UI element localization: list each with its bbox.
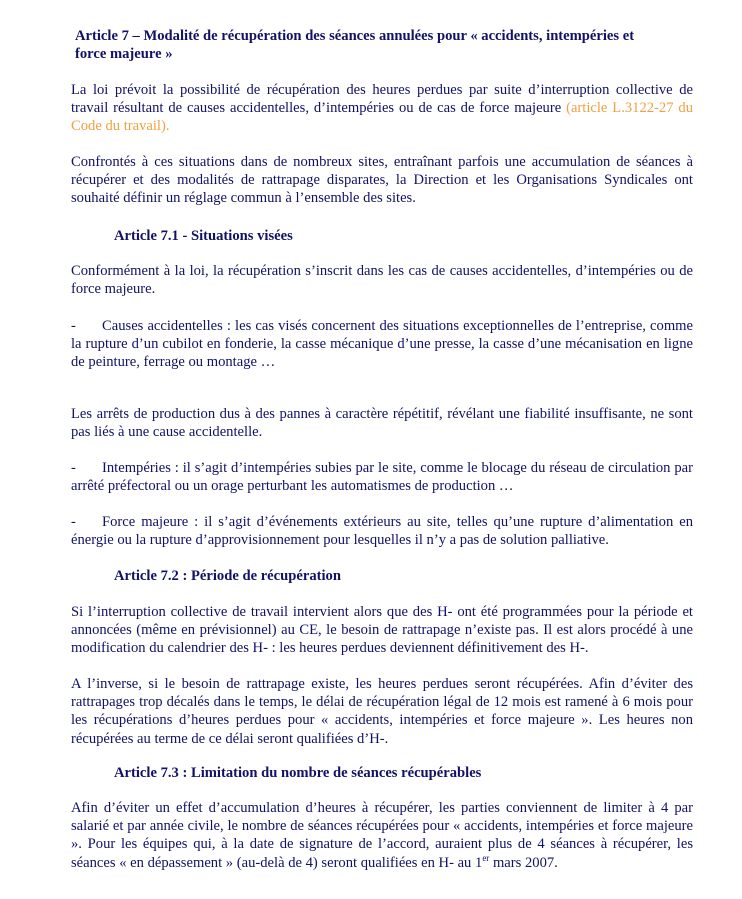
article-7-3-paragraph <box>71 799 693 872</box>
code-du-travail-reference: (article L.3122-27 du Code du travail). <box>71 100 693 135</box>
article-7-1-bullet-accidents <box>71 317 693 372</box>
ordinal-superscript: er <box>482 852 490 863</box>
bullet-marker: - <box>71 460 76 476</box>
article-7-3-title: Article 7.3 : Limitation du nombre de séances récupérables <box>114 765 482 781</box>
article-7-title-line1: Article 7 – Modalité de récupération des séances annulées pour « accidents, intempéries et <box>75 28 635 44</box>
article-7-2-paragraph-1: Si l’interruption collective de travail intervient alors que des H- ont été programmées pour la période et annoncées (même en prévisionnel) au CE, le besoin de rattrapage n’existe pas. Il est alors procédé à une modification du calendrier des H- : les heures perdues deviennent définitivement des H-. <box>71 604 693 657</box>
article-7-1-title: Article 7.1 - Situations visées <box>114 228 293 244</box>
article-7-title <box>75 27 695 63</box>
article-7-3-paragraph-end: mars 2007. <box>489 854 558 871</box>
bullet-marker: - <box>71 514 76 530</box>
bullet-marker: - <box>71 318 76 334</box>
article-7-paragraph-2: Confrontés à ces situations dans de nombreux sites, entraînant parfois une accumulation de séances à récupérer et des modalités de rattrapage disparates, la Direction et les Organisations Syndicales ont souhaité définir un réglage commun à l’ensemble des sites. <box>71 154 693 207</box>
article-7-3-paragraph-text: Afin d’éviter un effet d’accumulation d’heures à récupérer, les parties conviennent de limiter à 4 par salarié et par année civile, le nombre de séances récupérées pour « accidents, intempéries et force majeure ». Pour les équipes qui, à la date de signature de l’accord, auraient plus de 4 séances à récupérer, les séances « en dépassement » (au-delà de 4) seront qualifiées en H- au 1 <box>71 800 693 871</box>
article-7-2-title: Article 7.2 : Période de récupération <box>114 568 341 584</box>
bullet-accidents-text: Causes accidentelles : les cas visés concernent des situations exceptionnelles de l’entreprise, comme la rupture d’un cubilot en fonderie, la casse mécanique d’une presse, la casse d’une mécanisation en ligne de peinture, ferrage ou montage … <box>71 318 693 371</box>
article-7-1-note: Les arrêts de production dus à des pannes à caractère répétitif, révélant une fiabilité insuffisante, ne sont pas liés à une cause accidentelle. <box>71 406 693 441</box>
article-7-1-bullet-intemperies <box>71 459 693 495</box>
bullet-intemperies-text: Intempéries : il s’agit d’intempéries subies par le site, comme le blocage du réseau de circulation par arrêté préfectoral ou un orage perturbant les automatismes de production … <box>71 460 693 495</box>
article-7-1-intro: Conformément à la loi, la récupération s’inscrit dans les cas de causes accidentelles, d’intempéries ou de force majeure. <box>71 263 693 298</box>
article-7-title-line2: force majeure » <box>75 46 173 63</box>
article-7-paragraph-1 <box>71 81 693 136</box>
article-7-1-bullet-force-majeure <box>71 513 693 549</box>
bullet-force-majeure-text: Force majeure : il s’agit d’événements extérieurs au site, telles qu’une rupture d’alimentation en énergie ou la rupture d’approvisionnement pour lesquelles il n’y a pas de solution palliative. <box>71 514 693 549</box>
article-7-paragraph-1-text: La loi prévoit la possibilité de récupération des heures perdues par suite d’interruption collective de travail résultant de causes accidentelles, d’intempéries ou de cas de force majeure <box>71 82 693 117</box>
article-7-2-paragraph-2: A l’inverse, si le besoin de rattrapage existe, les heures perdues seront récupérées. Afin d’éviter des rattrapages trop décalés dans le temps, le délai de récupération légal de 12 mois est ramené à 6 mois pour les récupérations d’heures perdues pour « accidents, intempéries et force majeure ». Les heures non récupérées au terme de ce délai seront qualifiées d’H-. <box>71 676 693 747</box>
